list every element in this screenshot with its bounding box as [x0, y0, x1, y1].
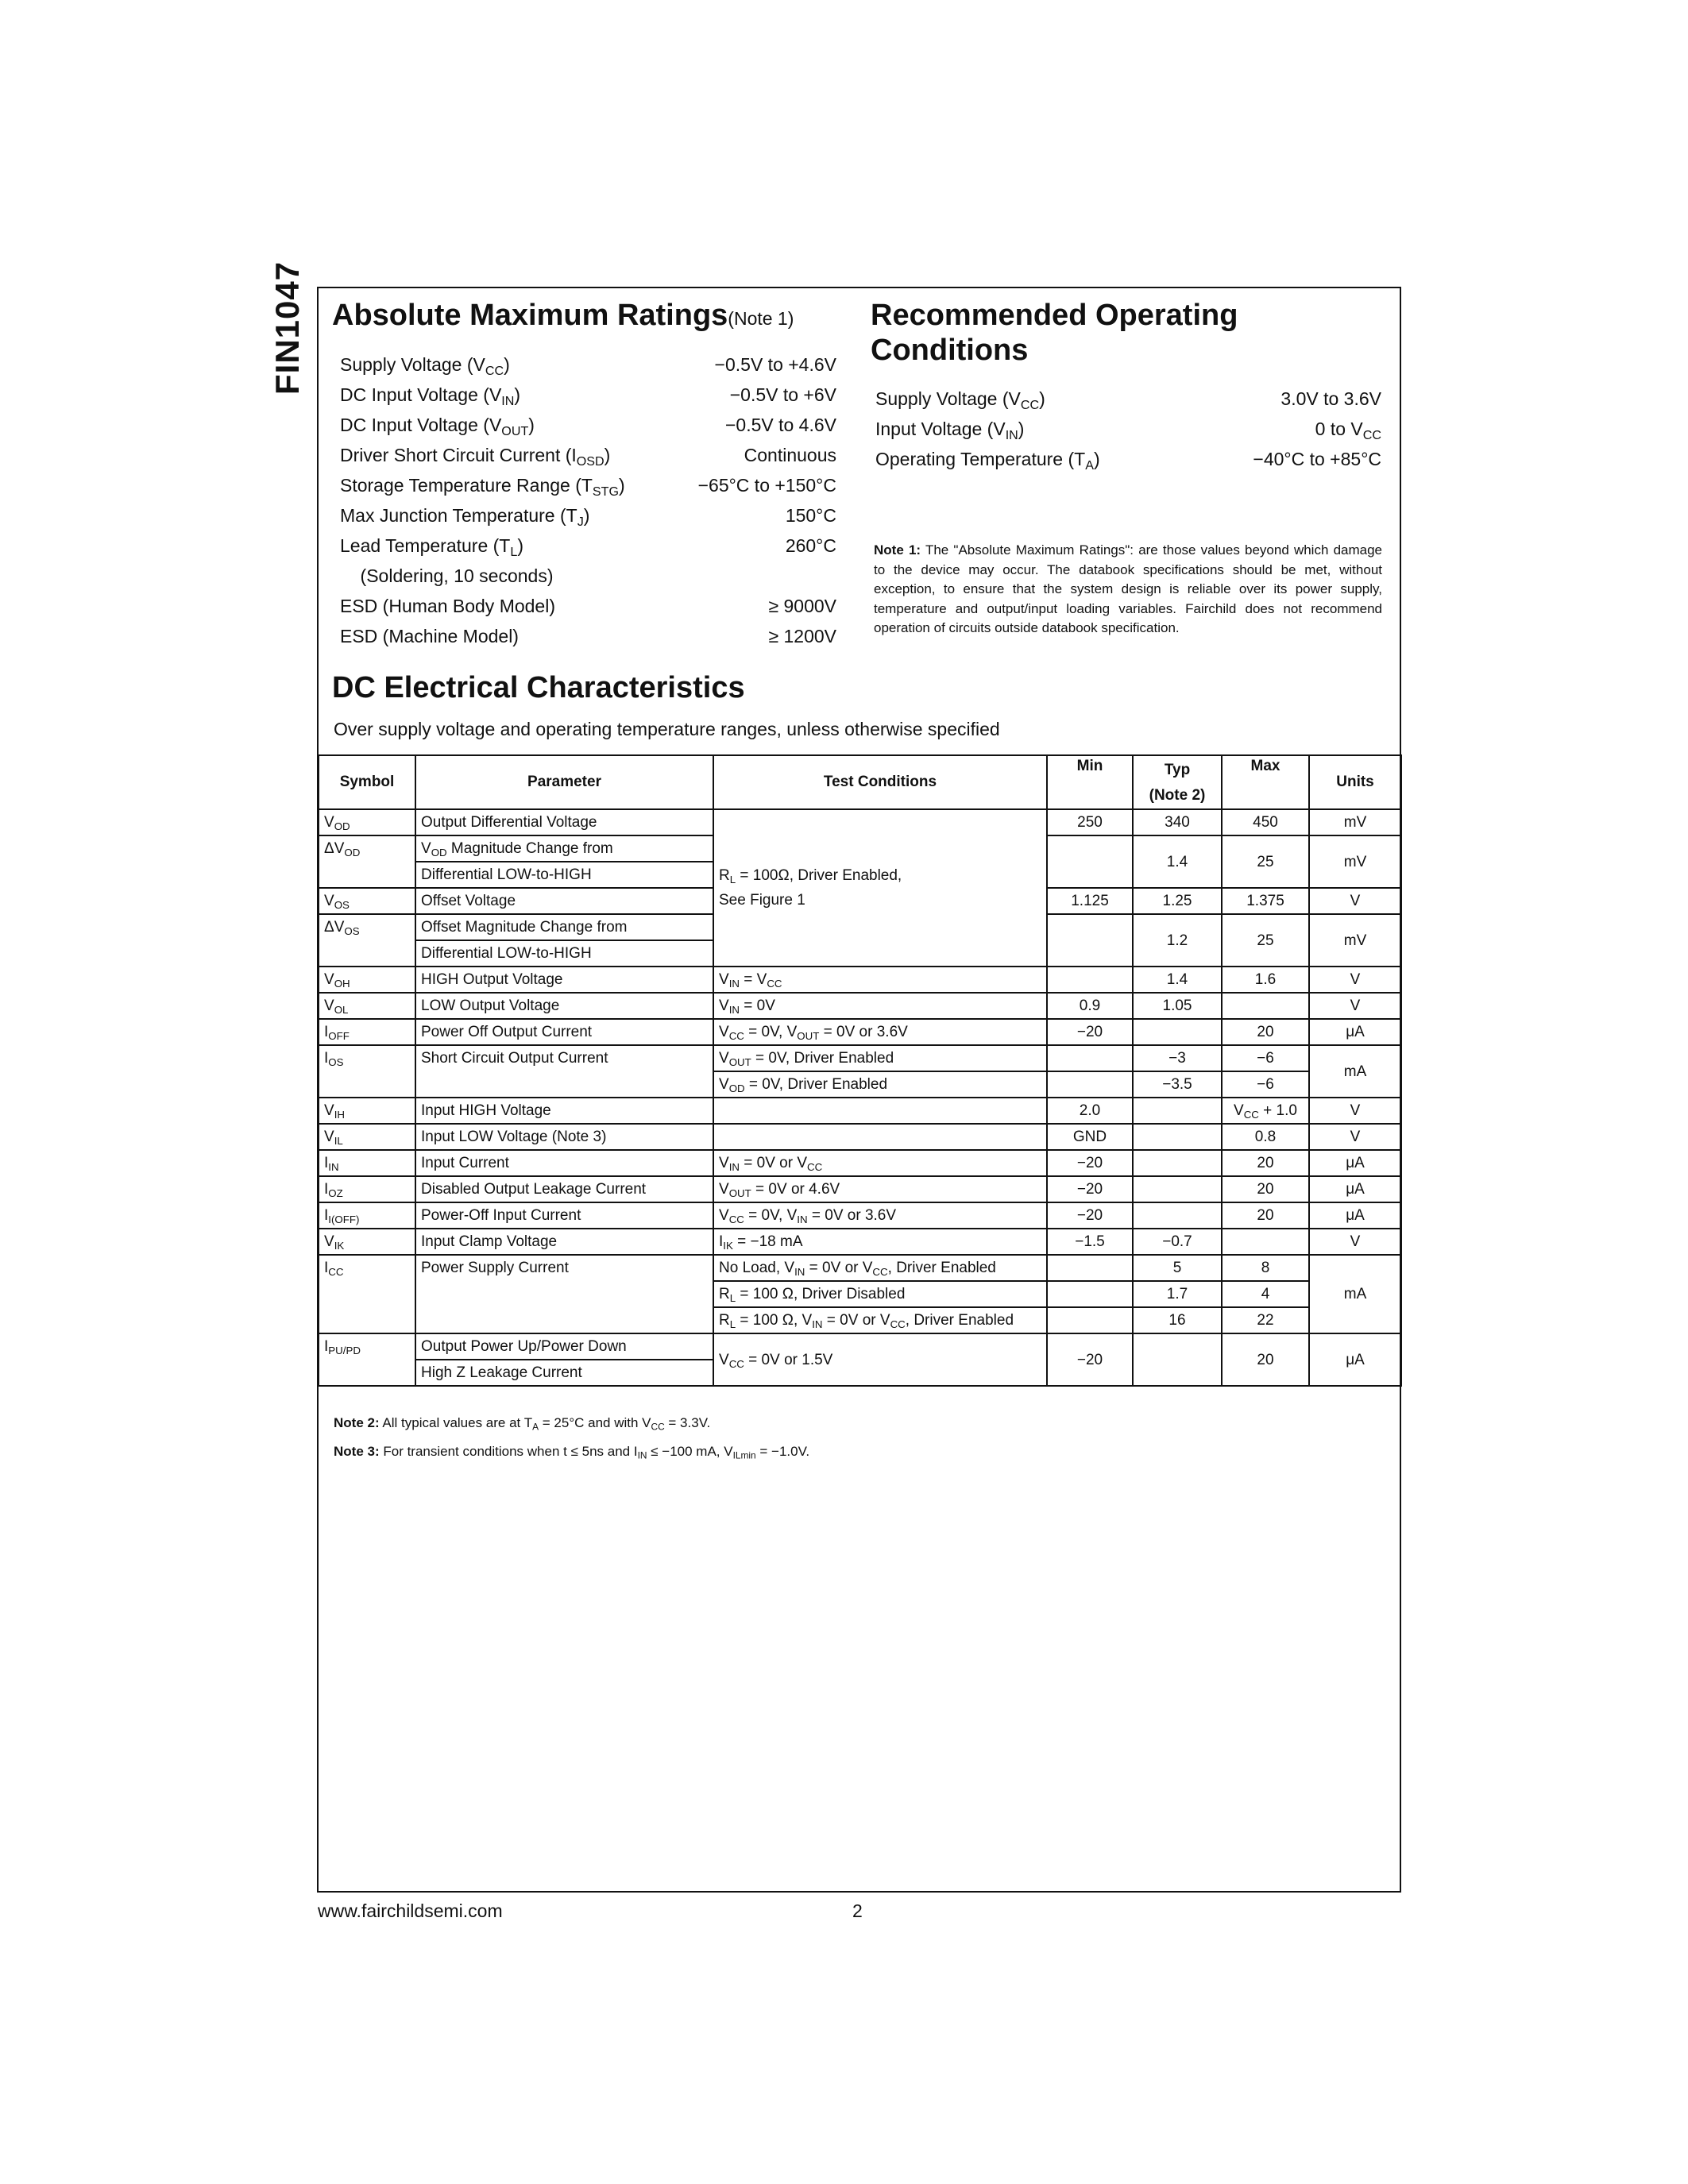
footer-page-number: 2	[852, 1900, 863, 1921]
table-row: $I_{OFF}$ Power Off Output Current $V_{CC} = 0V$, $V_{OUT} = 0V$ or 3.6V −20 20 μA	[319, 1019, 1401, 1045]
rec-op-row: Supply Voltage $(V_{CC})$ 3.0V to 3.6V	[875, 388, 1381, 412]
rec-op-row: Operating Temperature $(T_A)$ −40°C to +85°C	[875, 449, 1381, 473]
table-row: $V_{OD} = 0V$, Driver Enabled −3.5 −6	[319, 1071, 1401, 1098]
abs-max-list	[340, 349, 836, 651]
header-units: Units	[1309, 755, 1401, 809]
dc-characteristics-table	[318, 754, 1402, 1387]
rec-op-heading	[871, 298, 1238, 368]
note-3: Note 3: For transient conditions when t ≤ 5ns and $I_{IN} \le -100$ mA, $V_{ILmin} = -1.0V$.	[334, 1444, 810, 1461]
abs-max-row: DC Input Voltage $(V_{OUT})$ −0.5V to 4.6V	[340, 415, 836, 438]
table-notes	[334, 1409, 809, 1466]
rec-op-list	[875, 384, 1381, 474]
abs-max-row: DC Input Voltage $(V_{IN})$ −0.5V to +6V	[340, 384, 836, 408]
note-1-text: The "Absolute Maximum Ratings": are those values beyond which damage to the device may occur. The databook specifications should be met, without exception, to ensure that the system design is reliable over its power supply, temperature and output/input loading variables. Fairchild does not recommend operation of circuits outside databook specification.	[874, 542, 1383, 635]
header-symbol: Symbol	[319, 755, 415, 809]
table-row: $I_{I(OFF)}$ Power-Off Input Current $V_{CC} = 0V$, $V_{IN} = 0V$ or 3.6V −20 20 μA	[319, 1202, 1401, 1229]
abs-max-row: ESD (Machine Model) ≥ 1200V	[340, 626, 836, 646]
table-row: Differential LOW-to-HIGH	[319, 940, 1401, 967]
table-row: High Z Leakage Current	[319, 1360, 1401, 1386]
header-parameter: Parameter	[415, 755, 713, 809]
header-max: Max	[1222, 755, 1309, 809]
table-row: $I_{PU/PD}$ Output Power Up/Power Down $V_{CC} = 0V$ or 1.5V −20 20 μA	[319, 1333, 1401, 1360]
side-title: FIN1047	[268, 260, 306, 395]
table-row: $I_{CC}$ Power Supply Current No Load, $V_{IN} = 0V$ or $V_{CC}$, Driver Enabled 5 8 mA	[319, 1255, 1401, 1281]
table-row: $V_{OS}$ Offset Voltage 1.125 1.25 1.375 V	[319, 888, 1401, 914]
table-row: $V_{IK}$ Input Clamp Voltage $I_{IK} = -18$ mA −1.5 −0.7 V	[319, 1229, 1401, 1255]
table-row: $R_L = 100$ Ω, $V_{IN} = 0V$ or $V_{CC}$, Driver Enabled 16 22	[319, 1307, 1401, 1333]
table-row: $R_L = 100$ Ω, Driver Disabled 1.7 4	[319, 1281, 1401, 1307]
table-row: $I_{OS}$ Short Circuit Output Current $V_{OUT} = 0V$, Driver Enabled −3 −6 mA	[319, 1045, 1401, 1071]
abs-max-row: Max Junction Temperature $(T_J)$ 150°C	[340, 505, 836, 529]
abs-max-row: ESD (Human Body Model) ≥ 9000V	[340, 596, 836, 616]
rec-op-row: Input Voltage $(V_{IN})$ 0 to $V_{CC}$	[875, 419, 1381, 442]
table-row: $V_{OD}$ Output Differential Voltage $R_L = 100\Omega$, Driver Enabled, See Figure 1 250 340 450 mV	[319, 809, 1401, 835]
table-row: $V_{OL}$ LOW Output Voltage $V_{IN} = 0V$ 0.9 1.05 V	[319, 993, 1401, 1019]
table-header-row	[319, 755, 1401, 809]
header-typ: Typ (Note 2)	[1133, 755, 1222, 809]
dc-title: DC Electrical Characteristics	[332, 671, 745, 704]
note-2: Note 2: All typical values are at $T_A = 25^\circ C$ and with $V_{CC} = 3.3V$.	[334, 1415, 711, 1433]
rec-op-title-line2: Conditions	[871, 334, 1029, 367]
abs-max-row: (Soldering, 10 seconds)	[340, 565, 554, 586]
note-1	[874, 541, 1382, 639]
table-row: $V_{IL}$ Input LOW Voltage (Note 3) GND 0.8 V	[319, 1124, 1401, 1150]
abs-max-title: Absolute Maximum Ratings	[332, 299, 728, 332]
abs-max-note-ref: (Note 1)	[728, 308, 794, 329]
abs-max-row: Storage Temperature Range $(T_{STG})$ −65°C to +150°C	[340, 475, 836, 499]
abs-max-heading	[332, 298, 794, 336]
test-conditions-vod-group: $R_L = 100\Omega$, Driver Enabled, See Figure 1	[713, 809, 1047, 967]
table-row: $V_{OH}$ HIGH Output Voltage $V_{IN} = V_{CC}$ 1.4 1.6 V	[319, 967, 1401, 993]
header-test-conditions: Test Conditions	[713, 755, 1047, 809]
table-row: $I_{OZ}$ Disabled Output Leakage Current $V_{OUT} = 0V$ or 4.6V −20 20 μA	[319, 1176, 1401, 1202]
abs-max-row: Supply Voltage $(V_{CC})$ −0.5V to +4.6V	[340, 354, 836, 378]
abs-max-row: Lead Temperature $(T_L)$ 260°C	[340, 535, 836, 559]
table-row: $V_{IH}$ Input HIGH Voltage 2.0 $V_{CC} + 1.0$ V	[319, 1098, 1401, 1124]
table-row: $I_{IN}$ Input Current $V_{IN} = 0V$ or $V_{CC}$ −20 20 μA	[319, 1150, 1401, 1176]
abs-max-row: Driver Short Circuit Current $(I_{OSD})$ Continuous	[340, 445, 836, 469]
rec-op-title-line1: Recommended Operating	[871, 299, 1238, 332]
footer-website: www.fairchildsemi.com	[318, 1900, 503, 1921]
dc-subtitle: Over supply voltage and operating temperature ranges, unless otherwise specified	[334, 719, 1000, 739]
note-1-label: Note 1:	[874, 542, 921, 558]
table-row: $\Delta V_{OD}$ $V_{OD}$ Magnitude Change from 1.4 25 mV	[319, 835, 1401, 862]
table-row: Differential LOW-to-HIGH	[319, 862, 1401, 888]
header-min: Min	[1047, 755, 1133, 809]
table-row: $\Delta V_{OS}$ Offset Magnitude Change from 1.2 25 mV	[319, 914, 1401, 940]
